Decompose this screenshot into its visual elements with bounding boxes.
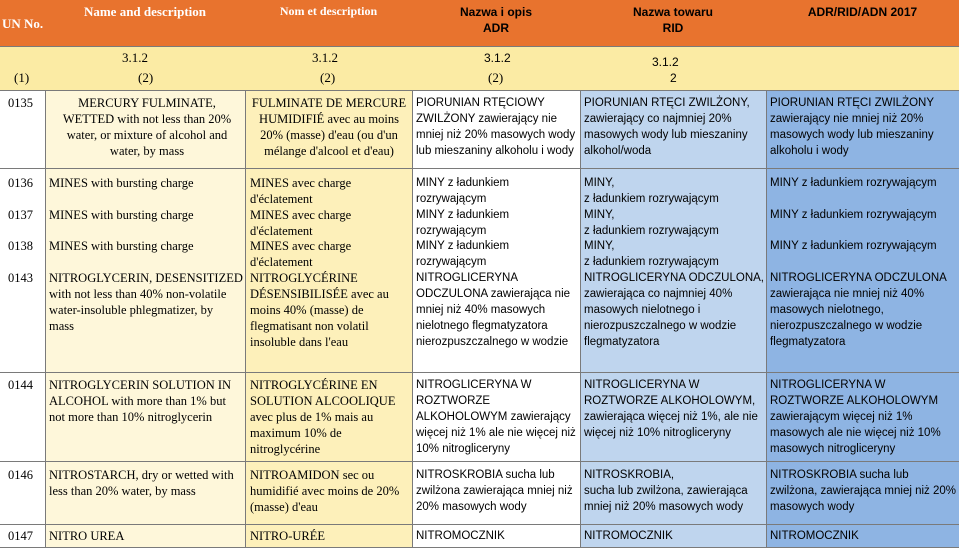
header-un-no: UN No.	[0, 0, 45, 46]
name-en: MINES with bursting charge	[49, 176, 194, 190]
header-nazwa-opis	[412, 0, 580, 46]
name-pl-adr: PIORUNIAN RTĘCIOWY ZWILŻONY zawierający nie mniej niż 20% masowych wody lub mieszaniny alkoholu i wody	[416, 97, 576, 157]
name-fr: MINES avec charge d'éclatement	[250, 208, 352, 238]
name-fr: FULMINATE DE MERCURE HUMIDIFIÉ avec au moins 20% (masse) d'eau (ou d'un mélange d'alcool et d'eau)	[251, 96, 407, 158]
subheader-ref-adr: 3.1.2	[484, 51, 511, 65]
subheader-col-4: (2)	[488, 70, 504, 85]
un-number: 0136	[8, 176, 33, 190]
name-pl-adn: PIORUNIAN RTĘCI ZWILŻONY zawierający nie mniej niż 20% masowych wody lub mieszaniny alkoholu i wody	[770, 97, 934, 157]
column-line	[412, 90, 413, 548]
subheader-ref-rid: 3.1.2	[652, 55, 679, 69]
column-line	[45, 90, 46, 548]
name-pl-adr: MINY z ładunkiem rozrywającym	[416, 177, 510, 205]
un-number: 0146	[8, 468, 33, 482]
name-pl-adr: NITROGLICERYNA ODCZULONA zawierająca nie mniej niż 40% masowych nielotnego flegmatyzatora nierozpuszczalnego w wodzie	[416, 272, 571, 348]
name-pl-rid: NITROGLICERYNA ODCZULONA, zawierająca co najmniej 40% masowych nielotnego i nierozpuszczalnego w wodzie flegmatyzatora	[584, 272, 764, 348]
rule-line	[0, 372, 959, 373]
column-line	[580, 90, 581, 548]
subheader-ref-en: 3.1.2	[122, 50, 148, 65]
header-adr-text: ADR	[483, 21, 509, 35]
header-adr-rid-adn: ADR/RID/ADN 2017	[766, 0, 959, 46]
name-pl-rid: PIORUNIAN RTĘCI ZWILŻONY, zawierający co najmniej 20% masowych wody lub mieszaniny alkohol/woda	[584, 97, 750, 157]
rule-line	[0, 168, 959, 169]
name-pl-adn: MINY z ładunkiem rozrywającym	[770, 240, 937, 252]
name-en: NITROGLYCERIN SOLUTION IN ALCOHOL with more than 1% but not more than 10% nitroglycerin	[49, 378, 232, 424]
name-pl-adn: NITROMOCZNIK	[770, 530, 859, 542]
un-number: 0144	[8, 378, 33, 392]
rule-line	[0, 461, 959, 462]
un-number: 0147	[8, 529, 33, 543]
name-pl-rid: MINY, z ładunkiem rozrywającym	[584, 240, 719, 268]
name-en: NITROGLYCERIN, DESENSITIZED with not less than 40% non-volatile water-insoluble phlegmatizer, by mass	[49, 271, 243, 333]
name-pl-adr: NITROGLICERYNA W ROZTWORZE ALKOHOLOWYM zawierający więcej niż 1% ale nie więcej niż 10% nitrogliceryny	[416, 379, 576, 455]
name-fr: MINES avec charge d'éclatement	[250, 239, 352, 269]
name-fr: NITROAMIDON sec ou humidifié avec moins de 20% (masse) d'eau	[250, 468, 400, 514]
header-nom-description: Nom et description	[245, 0, 412, 46]
header-nazwa-towaru-text: Nazwa towaru	[632, 5, 713, 19]
header-name-description: Name and description	[45, 0, 245, 46]
column-line	[766, 90, 767, 548]
name-en: MINES with bursting charge	[49, 208, 194, 222]
name-pl-adr: MINY z ładunkiem rozrywającym	[416, 240, 510, 268]
name-pl-adn: NITROGLICERYNA ODCZULONA zawierająca nie mniej niż 40% masowych nielotnego, nierozpuszczalnego w wodzie flegmatyzatora	[770, 272, 947, 348]
header-nazwa-towaru	[580, 0, 766, 46]
name-pl-rid: MINY, z ładunkiem rozrywającym	[584, 209, 719, 237]
name-pl-adr: MINY z ładunkiem rozrywającym	[416, 209, 510, 237]
name-fr: NITROGLYCÉRINE EN SOLUTION ALCOOLIQUE avec plus de 1% mais au maximum 10% de nitroglycérine	[250, 378, 396, 456]
name-pl-adn: NITROGLICERYNA W ROZTWORZE ALKOHOLOWYM zawierającym więcej niż 1% masowych ale nie więcej niż 10% masowych nitrogliceryny	[770, 379, 941, 455]
name-pl-adr: NITROSKROBIA sucha lub zwilżona zawierająca mniej niż 20% masowych wody	[416, 469, 573, 513]
name-pl-adr: NITROMOCZNIK	[416, 530, 505, 542]
name-pl-rid: MINY, z ładunkiem rozrywającym	[584, 177, 719, 205]
subheader-ref-fr: 3.1.2	[312, 50, 338, 65]
name-pl-adn: NITROSKROBIA sucha lub zwilżona, zawierająca mniej niż 20% masowych wody	[770, 469, 956, 513]
subheader-col-1: (1)	[14, 70, 30, 85]
name-pl-adn: MINY z ładunkiem rozrywającym	[770, 209, 937, 221]
name-pl-rid: NITROSKROBIA, sucha lub zwilżona, zawierająca mniej niż 20% masowych wody	[584, 469, 748, 513]
header-rid-text: RID	[662, 21, 684, 35]
name-fr: NITRO-URÉE	[250, 529, 325, 543]
un-number: 0143	[8, 271, 33, 285]
column-line	[245, 90, 246, 548]
name-fr: MINES avec charge d'éclatement	[250, 176, 352, 206]
subheader-col-3: (2)	[320, 70, 336, 85]
subheader-col-5: 2	[670, 71, 677, 85]
rule-line	[0, 524, 959, 525]
name-pl-rid: NITROGLICERYNA W ROZTWORZE ALKOHOLOWYM, zawierająca więcej niż 1%, ale nie więcej niż 10% nitrogliceryny	[584, 379, 758, 439]
name-en: NITROSTARCH, dry or wetted with less than 20% water, by mass	[49, 468, 234, 498]
subheader-col-2: (2)	[138, 70, 154, 85]
un-number: 0137	[8, 208, 33, 222]
name-pl-adn: MINY z ładunkiem rozrywającym	[770, 177, 937, 189]
name-en: MERCURY FULMINATE, WETTED with not less than 20% water, or mixture of alcohol and water, by mass	[62, 96, 232, 158]
name-fr: NITROGLYCÉRINE DÉSENSIBILISÉE avec au moins 40% (masse) de flegmatisant non volatil insoluble dans l'eau	[250, 271, 389, 349]
name-pl-rid: NITROMOCZNIK	[584, 530, 673, 542]
name-en: MINES with bursting charge	[49, 239, 194, 253]
un-number: 0135	[8, 96, 33, 110]
header-nazwa-opis-text: Nazwa i opis	[459, 5, 533, 19]
rule-line	[0, 90, 959, 91]
rule-line	[0, 46, 959, 47]
un-number: 0138	[8, 239, 33, 253]
name-en: NITRO UREA	[49, 529, 125, 543]
